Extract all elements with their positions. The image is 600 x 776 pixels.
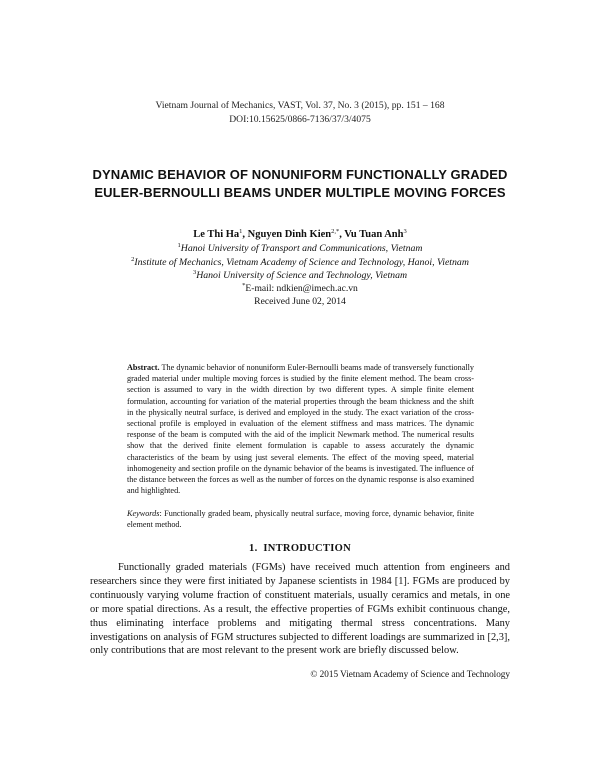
section-title: INTRODUCTION [263,543,351,554]
keywords [127,508,474,530]
author-name: Vu Tuan Anh [344,229,404,240]
affiliation-line [0,242,600,254]
author-list [0,228,600,240]
abstract [127,362,474,496]
journal-header [0,99,600,127]
affiliation-text: Hanoi University of Transport and Communications, Vietnam [180,243,423,254]
author-name: Nguyen Dinh Kien [247,229,332,240]
affiliation-line [0,256,600,268]
section-number: 1. [249,543,258,554]
received-date: Received June 02, 2014 [254,296,346,307]
journal-citation: Vietnam Journal of Mechanics, VAST, Vol. 37, No. 3 (2015), pp. 151 – 168 [155,100,445,111]
affiliation-mark: 3 [192,269,197,276]
affiliation-text: Institute of Mechanics, Vietnam Academy of Science and Technology, Hanoi, Vietnam [134,257,469,268]
affiliation-mark: 1 [177,242,181,249]
abstract-label: Abstract. [127,363,160,372]
abstract-text: The dynamic behavior of nonuniform Euler-Bernoulli beams made of transversely functionally graded material under multiple moving forces is studied by the finite element method. The beam cross-section is assumed to vary in the width direction by two different types. A simple finite element formulation, accounting for variation of the material properties through the beam thickness and the shift in the physically neutral surface, is derived and employed in the study. The exact variation of the cross-sectional profile is employed in evaluation of the element stiffness and mass matrices. The dynamic response of the beam is computed with the aid of the implicit Newmark method. The numerical results show that the derived finite element formulation is capable to assess accurately the dynamic characteristics of the beam by using just several elements. The effect of the moving speed, material inhomogeneity and section profile on the dynamic behavior of the beams is investigated. The influence of the distance between the forces as well as the number of forces on the dynamic response is also examined and highlighted. [127,363,474,496]
author-affiliation-mark: 3 [403,228,407,235]
paper-title: DYNAMIC BEHAVIOR OF NONUNIFORM FUNCTIONALLY GRADED EULER-BERNOULLI BEAMS UNDER MULTIPLE MOVING FORCES [92,167,508,200]
author-affiliation-mark: 2,* [331,228,340,235]
corresponding-email [0,282,600,294]
author-affiliation-mark: 1 [239,228,243,235]
affiliation-text: Hanoi University of Science and Technology, Vietnam [196,270,408,281]
section-heading [0,543,600,554]
affiliation-line [0,269,600,281]
email-text: E-mail: ndkien@imech.ac.vn [245,283,358,294]
keywords-text: : Functionally graded beam, physically neutral surface, moving force, dynamic behavior, finite element method. [127,509,474,530]
author-separator: , [339,229,345,240]
email-mark: * [242,282,246,289]
copyright-notice: © 2015 Vietnam Academy of Science and Technology [310,669,510,679]
author-separator: , [242,229,248,240]
author-name: Le Thi Ha [193,229,240,240]
affiliation-mark: 2 [131,256,135,263]
intro-paragraph: Functionally graded materials (FGMs) have received much attention from engineers and researchers since they were first initiated by Japanese scientists in 1984 [1]. FGMs are produced by continuously varying volume fraction of constituent materials, usually ceramics and metals, in one or more spatial directions. As a result, the effective properties of FGMs exhibit continuous change, thus eliminating interface problems and mitigating thermal stress concentrations. Many investigations on analysis of FGM structures subjected to different loadings are summarized in [2,3], only contributions that are most relevant to the present work are briefly discussed below. [90,562,510,657]
journal-doi: DOI:10.15625/0866-7136/37/3/4075 [229,114,371,125]
keywords-label: Keywords [127,509,160,518]
